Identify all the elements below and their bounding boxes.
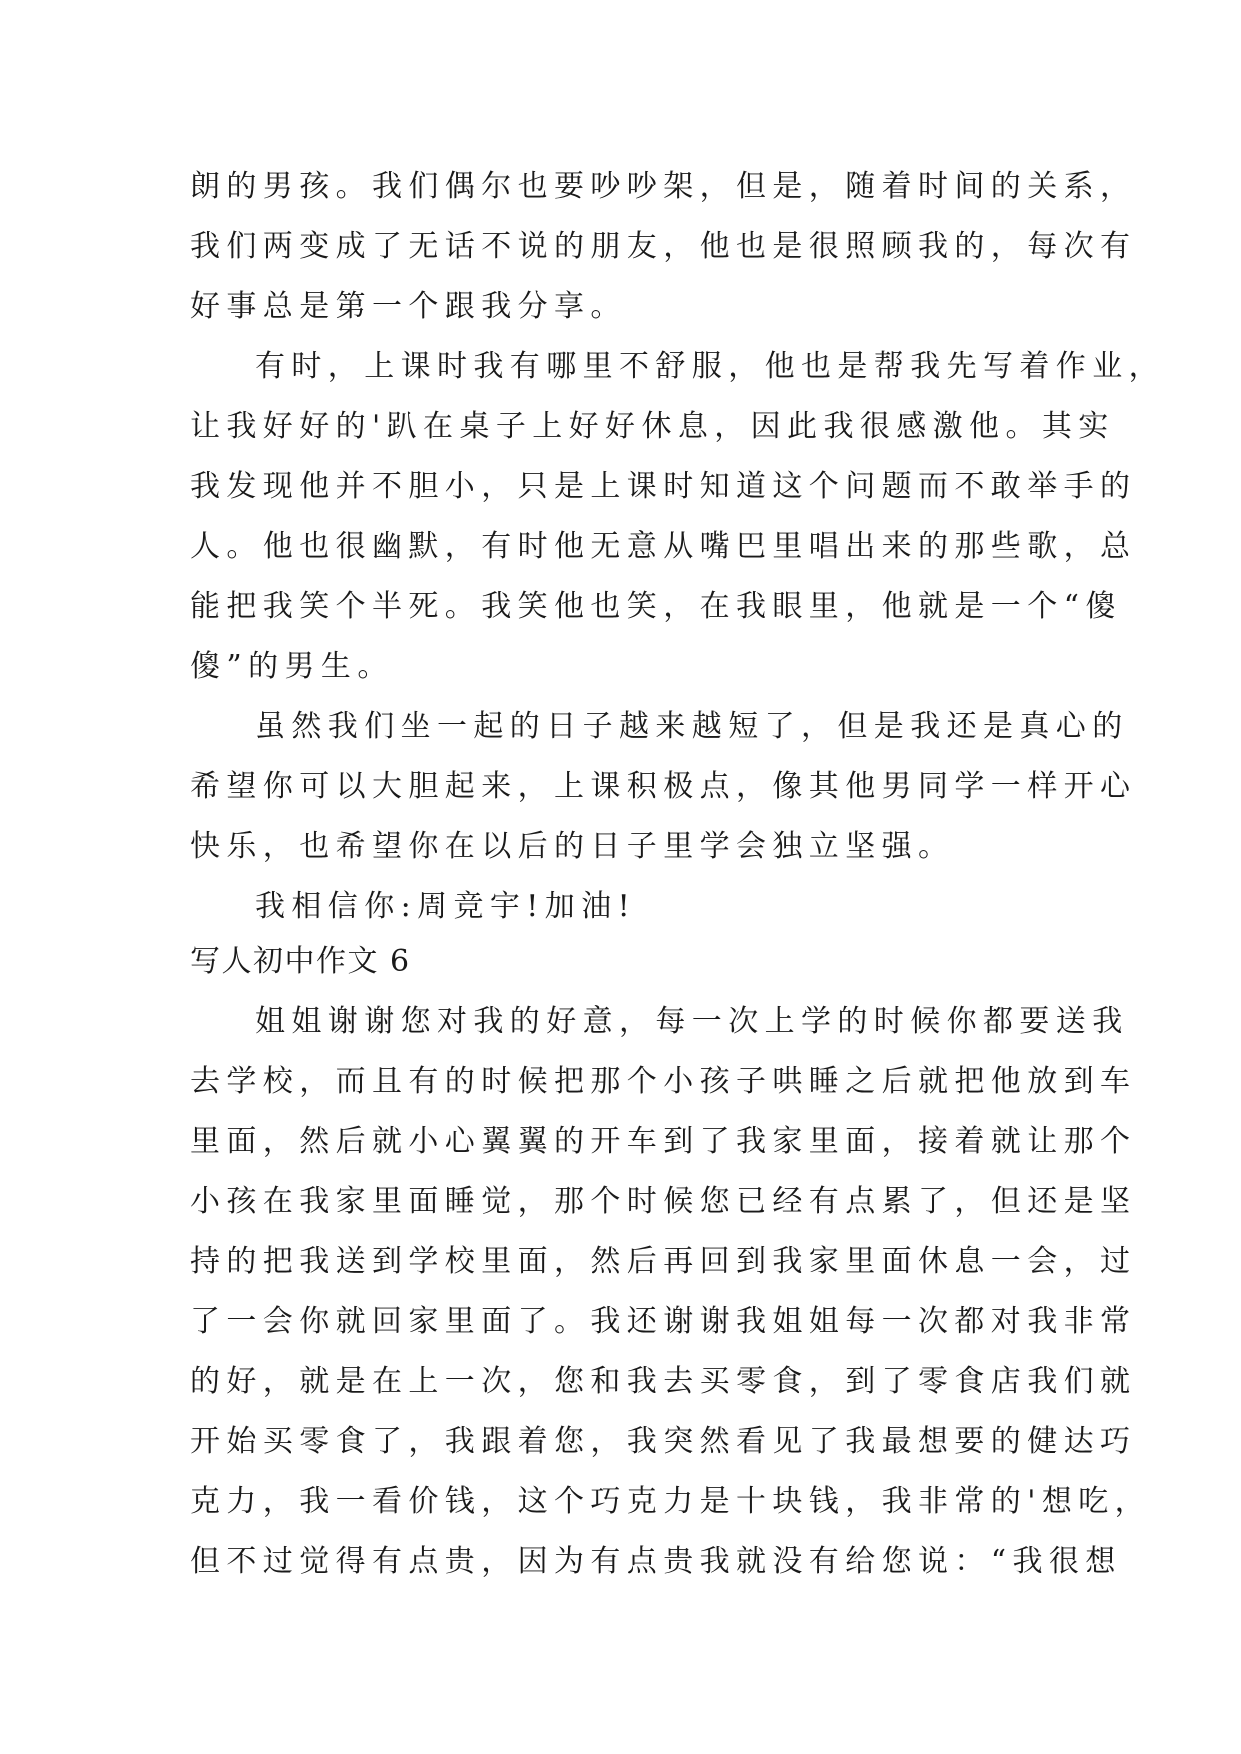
paragraph-line: 傻”的男生。 bbox=[190, 649, 394, 684]
paragraph-line: 但不过觉得有点贵，因为有点贵我就没有给您说：“我很想 bbox=[190, 1544, 1122, 1579]
paragraph-line: 克力，我一看价钱，这个巧克力是十块钱，我非常的'想吃， bbox=[190, 1484, 1152, 1519]
paragraph-line: 虽然我们坐一起的日子越来越短了，但是我还是真心的 bbox=[255, 709, 1129, 744]
paragraph-line: 里面，然后就小心翼翼的开车到了我家里面，接着就让那个 bbox=[190, 1124, 1137, 1159]
paragraph-line: 让我好好的'趴在桌子上好好休息，因此我很感激他。其实 bbox=[190, 409, 1115, 444]
paragraph-line: 我发现他并不胆小，只是上课时知道这个问题而不敢举手的 bbox=[190, 469, 1137, 504]
paragraph-line: 姐姐谢谢您对我的好意，每一次上学的时候你都要送我 bbox=[255, 1004, 1129, 1039]
section-heading: 写人初中作文 6 bbox=[190, 944, 411, 979]
paragraph-line: 小孩在我家里面睡觉，那个时候您已经有点累了，但还是坚 bbox=[190, 1184, 1137, 1219]
paragraph-line: 能把我笑个半死。我笑他也笑，在我眼里，他就是一个“傻 bbox=[190, 589, 1122, 624]
paragraph-line: 了一会你就回家里面了。我还谢谢我姐姐每一次都对我非常 bbox=[190, 1304, 1137, 1339]
paragraph-line: 开始买零食了，我跟着您，我突然看见了我最想要的健达巧 bbox=[190, 1424, 1137, 1459]
paragraph-line: 人。他也很幽默，有时他无意从嘴巴里唱出来的那些歌，总 bbox=[190, 529, 1137, 564]
paragraph-line: 朗的男孩。我们偶尔也要吵吵架，但是，随着时间的关系， bbox=[190, 169, 1137, 204]
paragraph-line: 的好，就是在上一次，您和我去买零食，到了零食店我们就 bbox=[190, 1364, 1137, 1399]
paragraph-line: 有时，上课时我有哪里不舒服，他也是帮我先写着作业， bbox=[255, 349, 1165, 384]
paragraph-line: 快乐，也希望你在以后的日子里学会独立坚强。 bbox=[190, 829, 955, 864]
paragraph-line: 希望你可以大胆起来，上课积极点，像其他男同学一样开心 bbox=[190, 769, 1137, 804]
paragraph-line: 我们两变成了无话不说的朋友，他也是很照顾我的，每次有 bbox=[190, 229, 1137, 264]
paragraph-line: 好事总是第一个跟我分享。 bbox=[190, 289, 627, 324]
paragraph-line: 去学校，而且有的时候把那个小孩子哄睡之后就把他放到车 bbox=[190, 1064, 1137, 1099]
paragraph-line: 持的把我送到学校里面，然后再回到我家里面休息一会，过 bbox=[190, 1244, 1137, 1279]
paragraph-line: 我相信你:周竞宇!加油! bbox=[255, 889, 637, 924]
